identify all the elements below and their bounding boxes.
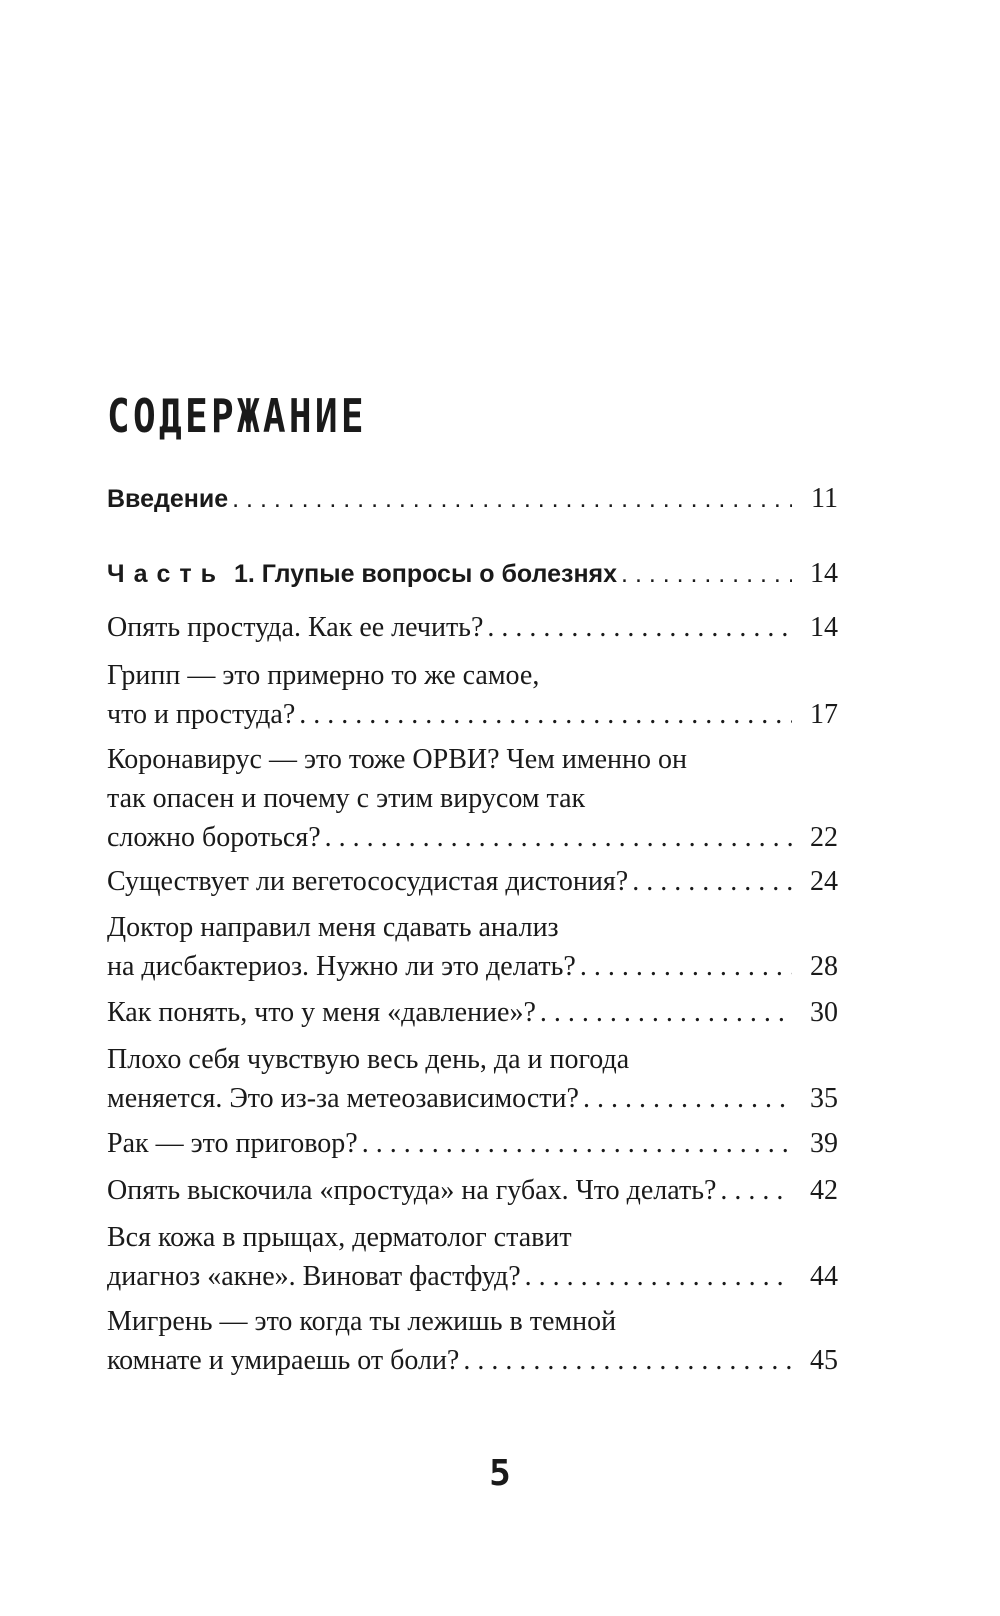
toc-entry <box>107 993 838 1032</box>
toc-entry-title: сложно бороться? <box>107 822 321 853</box>
toc-entry-page: 30 <box>810 997 838 1028</box>
toc-entry-page: 39 <box>810 1128 838 1159</box>
toc-entry-title-line: Доктор направил меня сдавать анализ <box>107 912 559 943</box>
toc-entry-page: 45 <box>810 1345 838 1376</box>
toc-entry-page: 42 <box>810 1175 838 1206</box>
toc-entry-page: 35 <box>810 1083 838 1114</box>
dot-leader <box>583 1079 792 1118</box>
toc-entry-title: диагноз «акне». Виноват фастфуд? <box>107 1261 521 1292</box>
toc-entry <box>107 1171 838 1210</box>
dot-leader <box>487 608 792 647</box>
toc-entry <box>107 1302 838 1380</box>
dot-leader <box>299 695 792 734</box>
toc-entry-intro <box>107 479 838 518</box>
page-title: СОДЕРЖАНИЕ <box>107 389 367 443</box>
part-title: 1. Глупые вопросы о болезнях <box>233 560 618 588</box>
toc-entry <box>107 908 838 986</box>
toc-entry-title-line: так опасен и почему с этим вирусом так <box>107 783 586 814</box>
dot-leader <box>720 1171 792 1210</box>
toc-entry <box>107 862 838 901</box>
toc-entry <box>107 1040 838 1118</box>
toc-entry <box>107 1124 838 1163</box>
dot-leader <box>325 818 792 857</box>
toc-entry-title: Опять выскочила «простуда» на губах. Что делать? <box>107 1175 717 1206</box>
page-number: 5 <box>489 1453 511 1494</box>
toc-entry-page: 14 <box>810 558 838 589</box>
toc-entry <box>107 656 838 734</box>
dot-leader <box>362 1124 792 1163</box>
toc-entry-title-line: Коронавирус — это тоже ОРВИ? Чем именно он <box>107 744 687 775</box>
toc-entry-title: Как понять, что у меня «давление»? <box>107 997 536 1028</box>
toc-entry-title-line: Мигрень — это когда ты лежишь в темной <box>107 1306 617 1337</box>
toc-entry-title-line: Вся кожа в прыщах, дерматолог ставит <box>107 1222 572 1253</box>
toc-entry-title-line: Плохо себя чувствую весь день, да и погода <box>107 1044 630 1075</box>
toc-entry-title: Рак — это приговор? <box>107 1128 358 1159</box>
toc-entry <box>107 608 838 647</box>
toc-entry-page: 22 <box>810 822 838 853</box>
dot-leader <box>525 1257 792 1296</box>
toc-entry-title: Опять простуда. Как ее лечить? <box>107 612 484 643</box>
dot-leader <box>580 947 792 986</box>
toc-entry-title: комнате и умираешь от боли? <box>107 1345 460 1376</box>
toc-entry-title: Введение <box>107 485 229 513</box>
toc-entry-part-1 <box>107 554 838 593</box>
dot-leader <box>540 993 792 1032</box>
toc-entry-title <box>107 555 617 594</box>
toc-entry-title: меняется. Это из-за метеозависимости? <box>107 1083 579 1114</box>
dot-leader <box>232 480 792 519</box>
toc-entry-title: Существует ли вегетососудистая дистония? <box>107 866 629 897</box>
toc-entry-title: что и простуда? <box>107 699 296 730</box>
dot-leader <box>463 1341 792 1380</box>
toc-entry-page: 44 <box>810 1261 838 1292</box>
part-prefix: Часть <box>107 560 225 588</box>
toc-entry <box>107 740 838 857</box>
toc-entry-page: 28 <box>810 951 838 982</box>
toc-entry-page: 24 <box>810 866 838 897</box>
toc-entry-title: на дисбактериоз. Нужно ли это делать? <box>107 951 576 982</box>
dot-leader <box>632 862 792 901</box>
dot-leader <box>621 555 792 594</box>
toc-entry <box>107 1218 838 1296</box>
toc-entry-page: 11 <box>811 483 838 514</box>
toc-entry-page: 14 <box>810 612 838 643</box>
toc-entry-page: 17 <box>810 699 838 730</box>
toc-entry-title-line: Грипп — это примерно то же самое, <box>107 660 540 691</box>
